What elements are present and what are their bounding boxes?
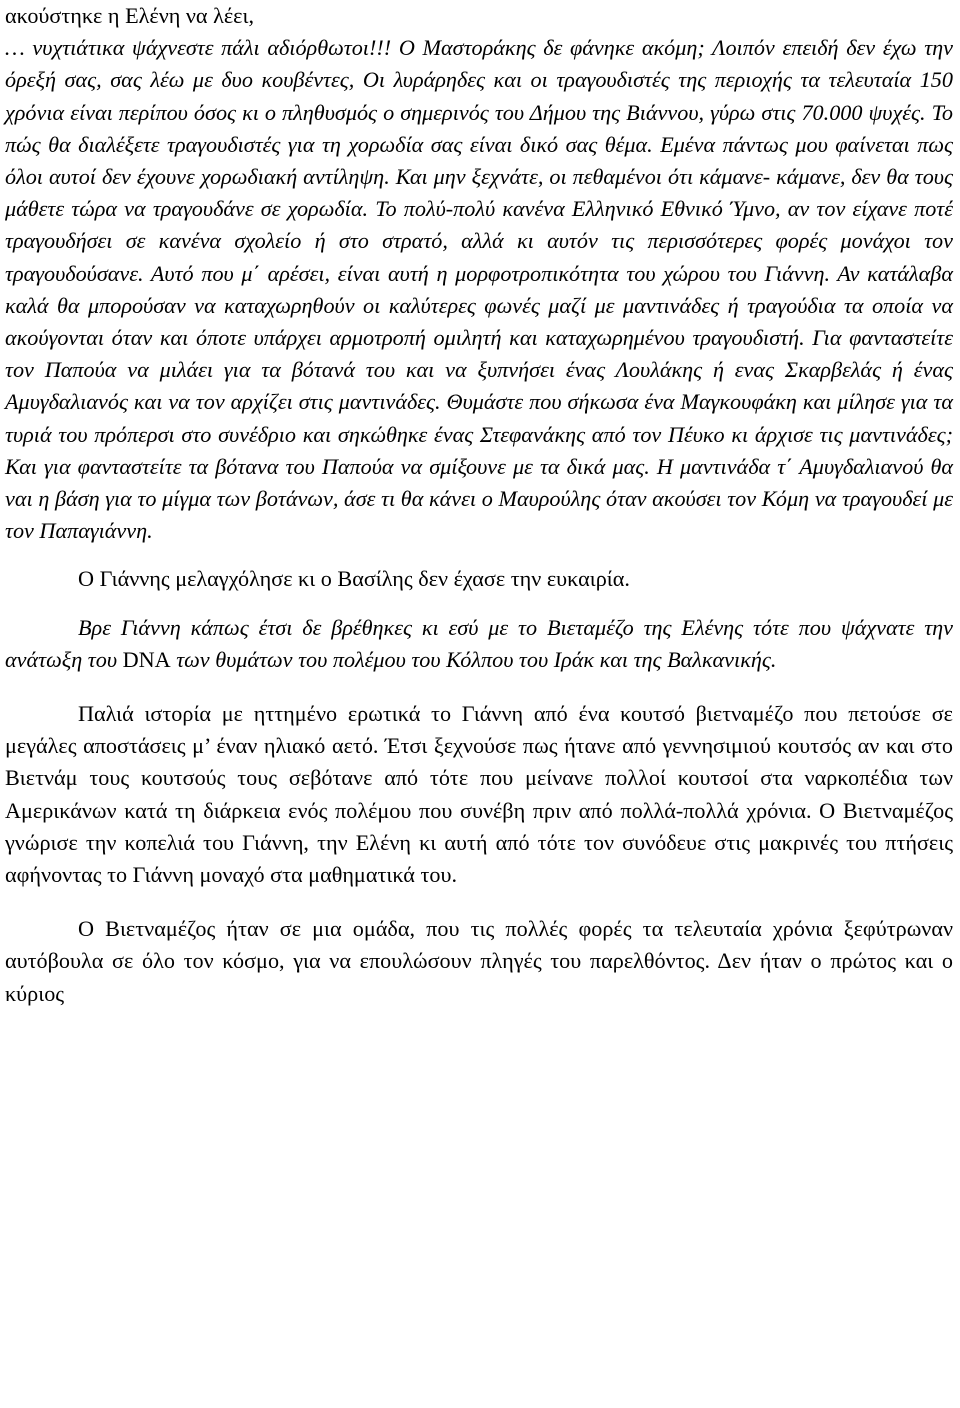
paragraph-3 <box>5 612 953 676</box>
paragraph-5: Ο Βιετναμέζος ήταν σε μια ομάδα, που τις πολλές φορές τα τελευταία χρόνια ξεφύτρωναν αυτόβουλα σε όλο τον κόσμο, για να επουλώσουν πληγές του παρελθόντος. Δεν ήταν ο πρώτος και ο κύριος <box>5 916 953 1006</box>
paragraph-3-dna: DNA <box>122 646 171 672</box>
document-page <box>5 0 953 1010</box>
speech-paragraph: … νυχτιάτικα ψάχνεστε πάλι αδιόρθωτοι!!! Ο Μαστοράκης δε φάνηκε ακόμη; Λοιπόν επειδή δεν έχω την όρεξή σας, σας λέω με δυο κουβέντες, Οι λυράρηδες και οι τραγουδιστές της περιοχής τα τελευταία 150 χρόνια είναι περίπου όσος κι ο πληθυσμός ο σημερινός του Δήμου της Βιάννου, γύρω στις 70.000 ψυχές. Το πώς θα διαλέξετε τραγουδιστές για τη χορωδία σας είναι δικό σας θέμα. Εμένα πάντως μου φαίνεται πως όλοι αυτοί δεν έχουνε χορωδιακή αντίληψη. Και μην ξεχνάτε, οι πεθαμένοι ότι κάμανε- κάμανε, δεν θα τους μάθετε τώρα να τραγουδάνε σε χορωδία. Το πολύ-πολύ κανένα Ελληνικό Εθνικό Ύμνο, αν τον είχανε ποτέ τραγουδήσει σε κανένα σχολείο ή στο στρατό, αλλά κι αυτόν τις περισσότερες φορές μονάχοι τον τραγουδούσανε. Αυτό που μ΄ αρέσει, είναι αυτή η μορφοτροπικότητα του χώρου του Γιάννη. Αν κατάλαβα καλά θα μπορούσαν να καταχωρηθούν οι καλύτερες φωνές μαζί με μαντινάδες ή τραγούδια τα οποία να ακούγονται όταν και όποτε υπάρχει αρμοτροπή ομιλητή και καταχωρημένου τραγουδιστή. Για φανταστείτε τον Παπούα να μιλάει για τα βότανά του και να ξυπνήσει ένας Λουλάκης ή ενας Σκαρβελάς ή ένας Αμυγδαλιανός και να τον αρχίζει στις μαντινάδες. Θυμάστε που σήκωσα ένα Μαγκουφάκη και μίλησε για τα τυριά του πρόπερσι στο συνέδριο και σηκώθηκε ένας Στεφανάκης από τον Πέυκο κι άρχισε τις μαντινάδες; Και για φανταστείτε τα βότανα του Παπούα να σμίξουνε με τα δικά μας. Η μαντινάδα τ΄ Αμυγδαλιανού θα ναι η βάση για το μίγμα των βοτάνων, άσε τι θα κάνει ο Μαυρούλης όταν ακούσει τον Κόμη να τραγουδεί με τον Παπαγιάννη. <box>5 35 953 544</box>
paragraph-3-text-a: Βρε Γιάννη κάπως έτσι δε βρέθηκες κι εσύ με το Βιεταμέζο της Ελένης τότε που ψάχνατε την ανάτωξη του <box>5 614 953 672</box>
paragraph-2: Ο Γιάννης μελαγχόλησε κι ο Βασίλης δεν έχασε την ευκαιρία. <box>78 566 630 592</box>
paragraph-4: Παλιά ιστορία με ηττημένο ερωτικά το Γιάννη από ένα κουτσό βιετναμέζο που πετούσε σε μεγάλες αποστάσεις μ’ έναν ηλιακό αετό. Έτσι ξεχνούσε πως ήτανε από γεννησιμιού κουτσός αν και στο Βιετνάμ τους κουτσούς τους σεβότανε από τότε που μείνανε πολλοί κουτσοί στα ναρκοπέδια των Αμερικάνων κατά τη διάρκεια ενός πολέμου που συνέβη πριν από πολλά-πολλά χρόνια. Ο Βιετναμέζος γνώρισε την κοπελιά του Γιάννη, την Ελένη κι αυτή από τότε τον συνόδευε στις μακρινές του πτήσεις αφήνοντας το Γιάννη μοναχό στα μαθηματικά του. <box>5 701 953 888</box>
opening-line: ακούστηκε η Ελένη να λέει, <box>5 3 254 28</box>
paragraph-3-text-b: των θυμάτων του πολέμου του Κόλπου του Ιράκ και της Βαλκανικής. <box>170 646 777 672</box>
